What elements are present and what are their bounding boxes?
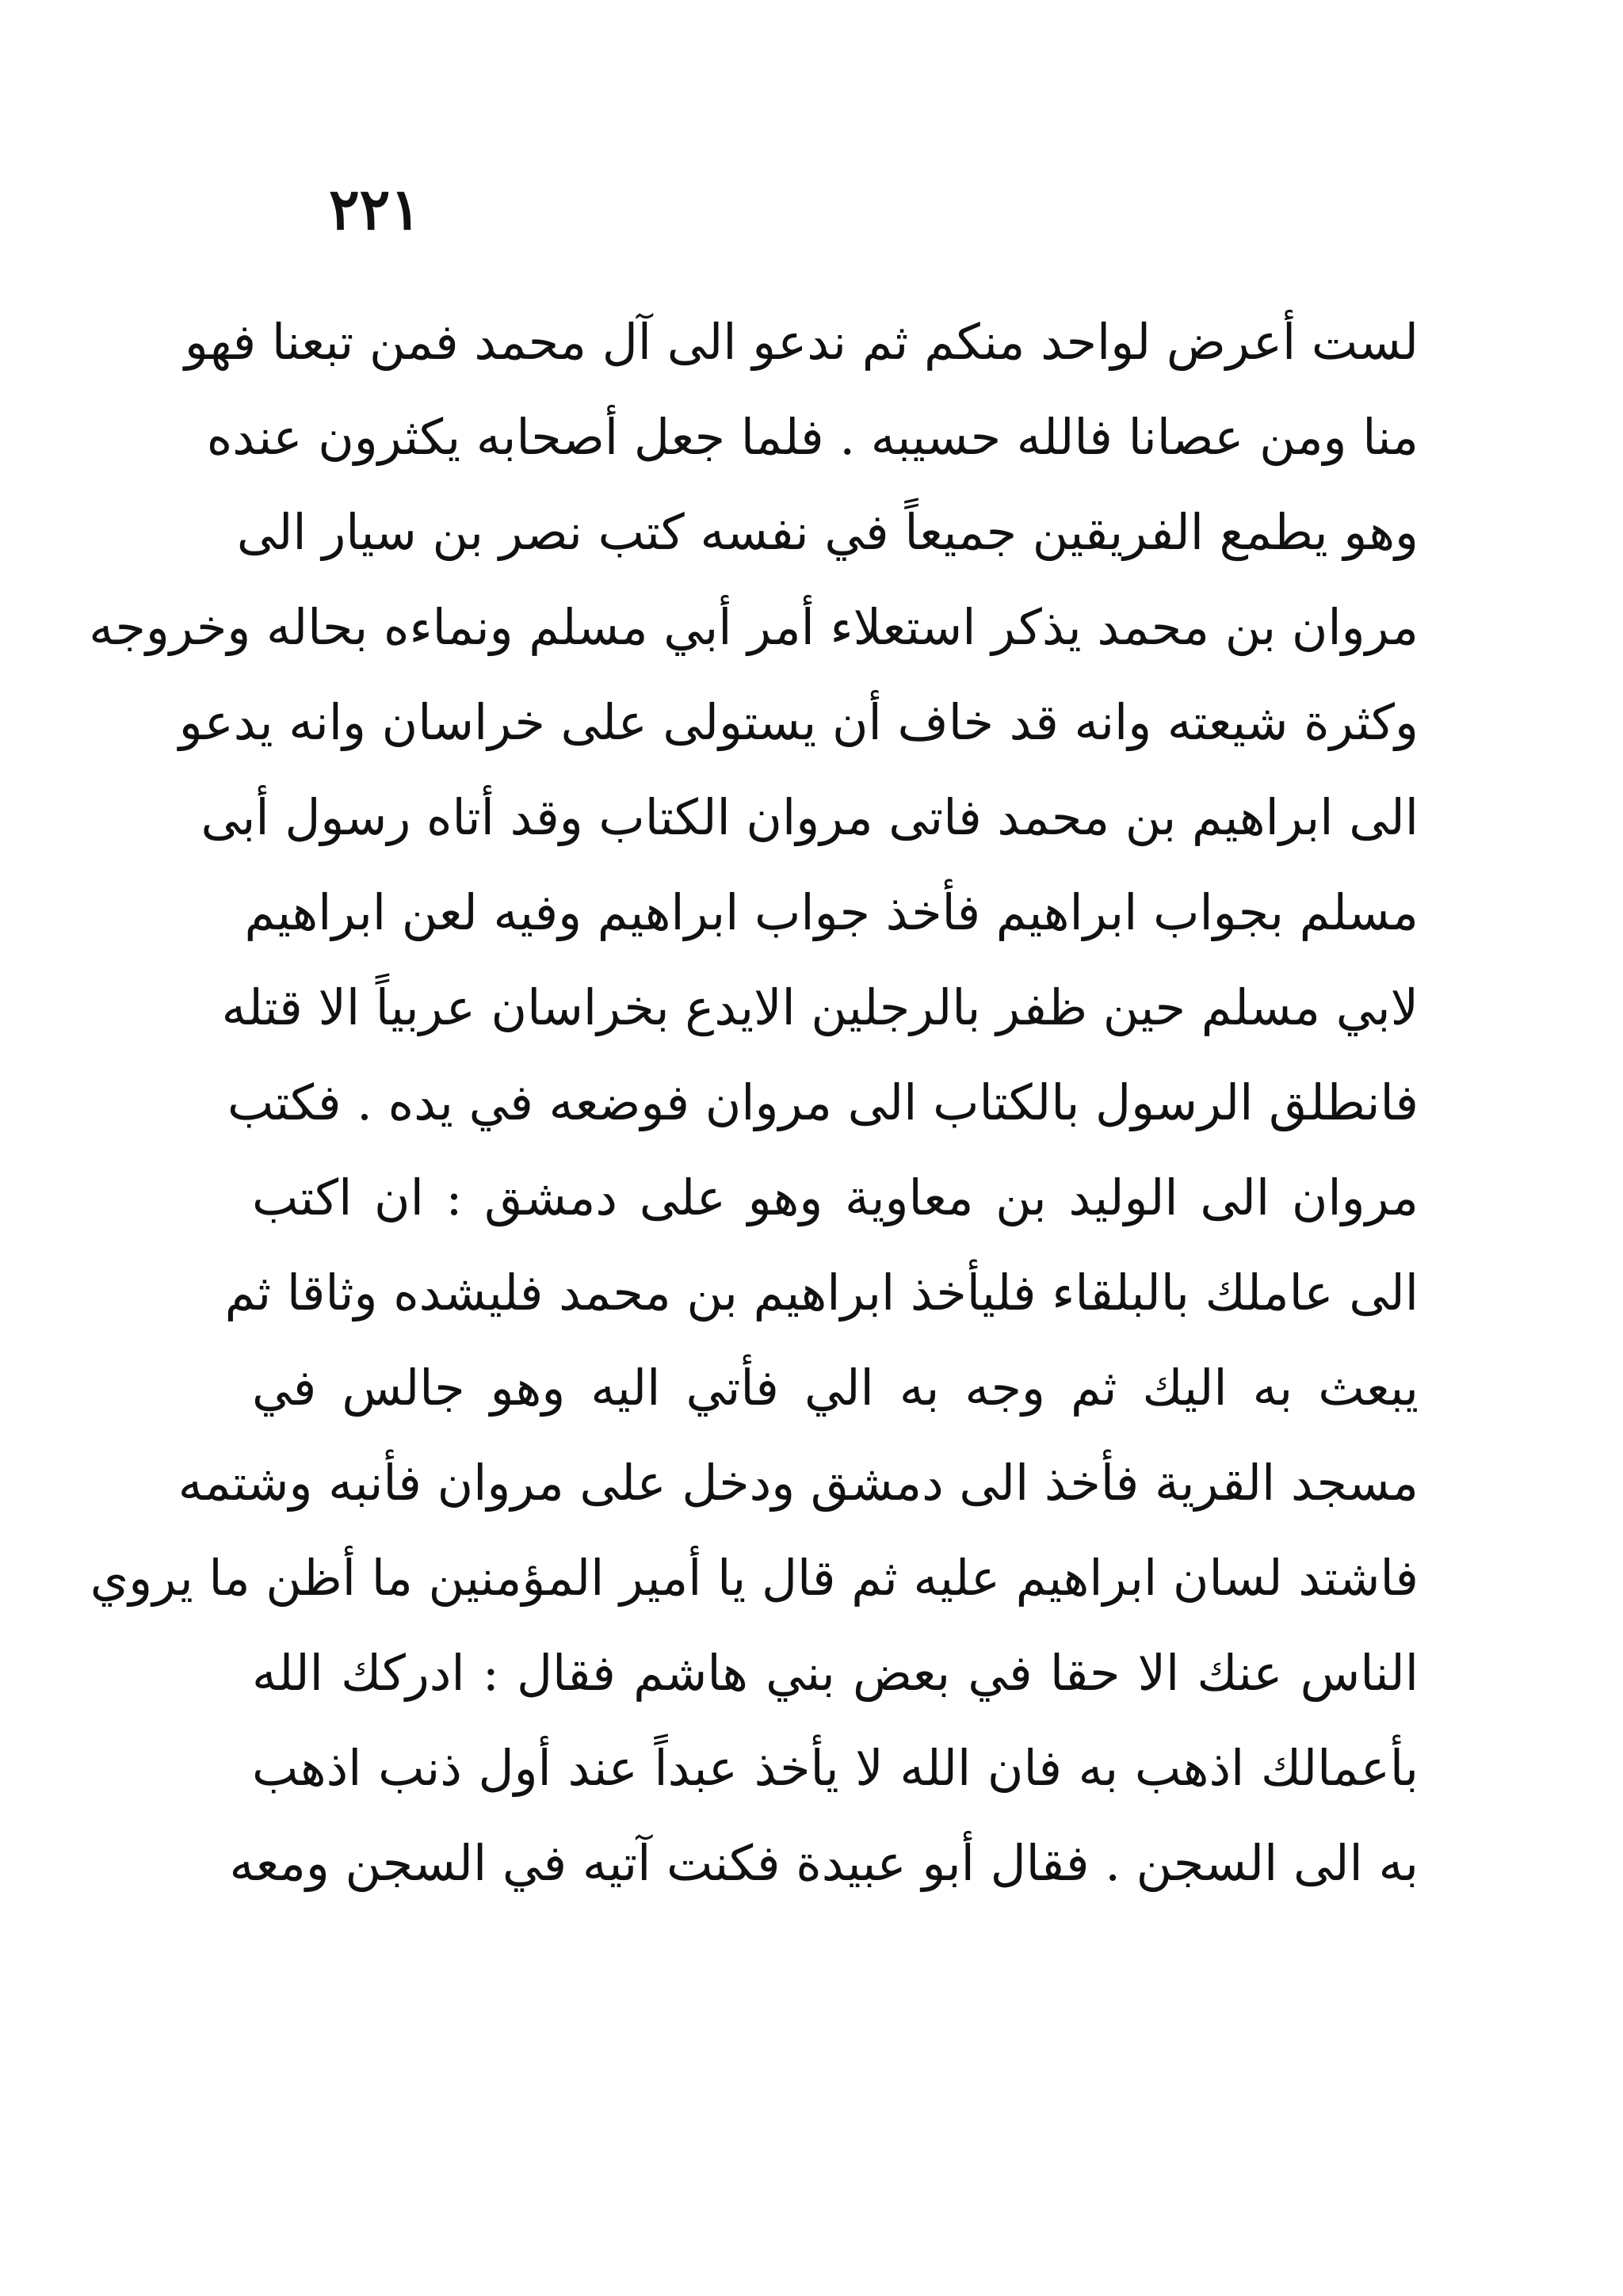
text-line: الى ابراهيم بن محمد فاتى مروان الكتاب وقد أتاه رسول أبى <box>200 788 1419 846</box>
text-line: لست أعرض لواحد منكم ثم ندعو الى آل محمد فمن تبعنا فهو <box>184 313 1419 371</box>
text-line: به الى السجن . فقال أبو عبيدة فكنت آتيه في السجن ومعه <box>229 1834 1419 1892</box>
text-line: يبعث به اليك ثم وجه به الي فأتي اليه وهو جالس في <box>252 1359 1419 1417</box>
text-line: وكثرة شيعته وانه قد خاف أن يستولى على خراسان وانه يدعو <box>178 693 1419 751</box>
text-line: منا ومن عصانا فالله حسيبه . فلما جعل أصحابه يكثرون عنده <box>206 408 1419 466</box>
text-line: لابي مسلم حين ظفر بالرجلين الايدع بخراسان عربياً الا قتله <box>221 978 1419 1036</box>
text-line: فاشتد لسان ابراهيم عليه ثم قال يا أمير المؤمنين ما أظن ما يروي <box>90 1549 1419 1607</box>
text-line: مسلم بجواب ابراهيم فأخذ جواب ابراهيم وفيه لعن ابراهيم <box>244 883 1419 941</box>
text-line: الى عاملك بالبلقاء فليأخذ ابراهيم بن محمد فليشده وثاقا ثم <box>224 1264 1419 1322</box>
text-line: مروان الى الوليد بن معاوية وهو على دمشق : ان اكتب <box>252 1169 1419 1226</box>
text-line: مروان بن محمد يذكر استعلاء أمر أبي مسلم ونماءه بحاله وخروجه <box>89 598 1419 656</box>
text-line: بأعمالك اذهب به فان الله لا يأخذ عبداً عند أول ذنب اذهب <box>252 1739 1419 1797</box>
page-number: ٢٢١ <box>329 175 422 242</box>
text-line: فانطلق الرسول بالكتاب الى مروان فوضعه في يده . فكتب <box>227 1074 1419 1131</box>
text-line: الناس عنك الا حقا في بعض بني هاشم فقال : ادركك الله <box>252 1644 1419 1702</box>
text-line: وهو يطمع الفريقين جميعاً في نفسه كتب نصر بن سيار الى <box>236 503 1419 561</box>
body-text <box>89 295 1419 1911</box>
text-line: مسجد القرية فأخذ الى دمشق ودخل على مروان فأنبه وشتمه <box>178 1454 1419 1512</box>
